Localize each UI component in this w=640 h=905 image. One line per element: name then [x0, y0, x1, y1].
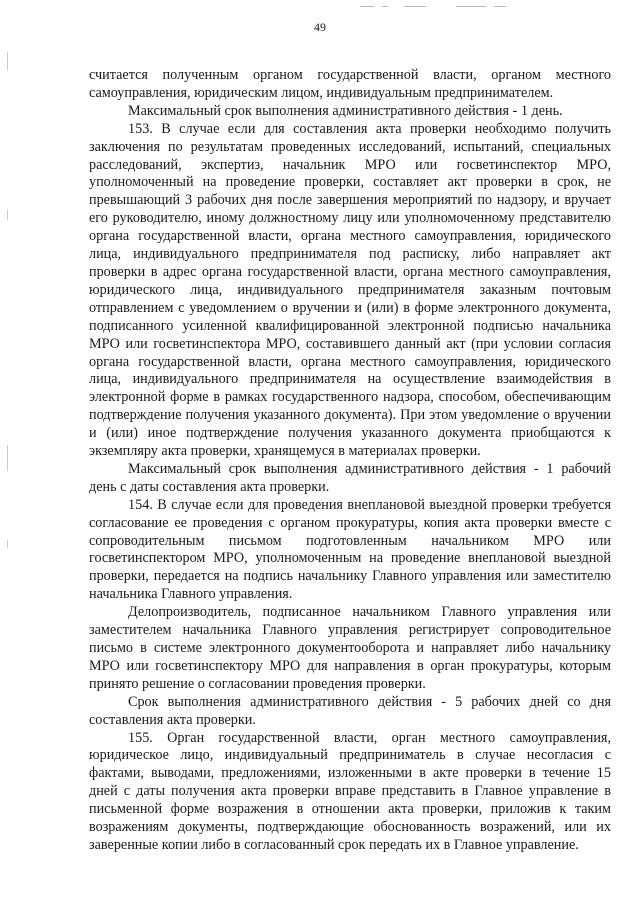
page-number: 49	[314, 20, 326, 34]
paragraph-153: 153. В случае если для составления акта проверки необходимо получить заключения по результатам проведенных исследований, испытаний, специальных расследований, экспертиз, начальник МРО или госветинспектор МРО, уполномоченный на проведение проверки, составляет акт проверки в срок, не превышающий 3 рабочих дня после завершения мероприятий по надзору, и вручает его руководителю, иному должностному лицу или уполномоченному представителю органа государственной власти, органа местного самоуправления, юридического лица, индивидуального предпринимателя под расписку, либо направляет акт проверки в адрес органа государственной власти, органа местного самоуправления, юридического лица, индивидуального предпринимателя заказным почтовым отправлением с уведомлением о вручении и (или) в форме электронного документа, подписанного усиленной квалифицированной электронной подписью начальника МРО или госветинспектора МРО, составившего данный акт (при условии согласия органа государственной власти, органа местного самоуправления, юридического лица, индивидуального предпринимателя на осуществление взаимодействия в электронной форме в рамках государственного надзора, способом, обеспечивающим подтверждение получения указанного документа). При этом уведомление о вручении и (или) иное подтверждение получения указанного документа приобщаются к экземпляру акта проверки, хранящемуся в материалах проверки.	[89, 120, 611, 460]
paragraph-deadline-3: Срок выполнения административного действия - 5 рабочих дней со дня составления акта проверки.	[89, 693, 611, 728]
paragraph-155: 155. Орган государственной власти, орган местного самоуправления, юридическое лицо, индивидуальный предприниматель в случае несогласия с фактами, выводами, предложениями, изложенными в акте проверки в течение 15 дней с даты получения акта проверки вправе представить в Главное управление в письменной форме возражения в отношении акта проверки, приложив к таким возражениям документы, подтверждающие обоснованность возражений, или их заверенные копии либо в согласованный срок передать их в Главное управление.	[89, 729, 611, 853]
paragraph-continuation: считается полученным органом государственной власти, органом местного самоуправления, юридическим лицом, индивидуальным предпринимателем.	[89, 67, 611, 101]
scan-artifact-top	[360, 4, 510, 10]
paragraph-deadline-2: Максимальный срок выполнения административного действия - 1 рабочий день с даты составления акта проверки.	[89, 460, 611, 495]
body-text	[89, 67, 611, 855]
paragraph-deadline-1: Максимальный срок выполнения административного действия - 1 день.	[128, 102, 563, 119]
paragraph-clerk: Делопроизводитель, подписанное начальником Главного управления или заместителем начальника Главного управления регистрирует сопроводительное письмо в системе электронного документооборота и направляет либо начальнику МРО или госветинспектору МРО для направления в орган прокуратуры, которым принято решение о согласовании проведения проверки.	[89, 604, 611, 692]
paragraph-154: 154. В случае если для проведения внеплановой выездной проверки требуется согласование ее проведения с органом прокуратуры, копия акта проверки вместе с сопроводительным письмом подготовленным начальником МРО или госветинспектором МРО, уполномоченным на проведение внеплановой выездной проверки, передается на подпись начальнику Главного управления или заместителю начальника Главного управления.	[89, 496, 611, 603]
